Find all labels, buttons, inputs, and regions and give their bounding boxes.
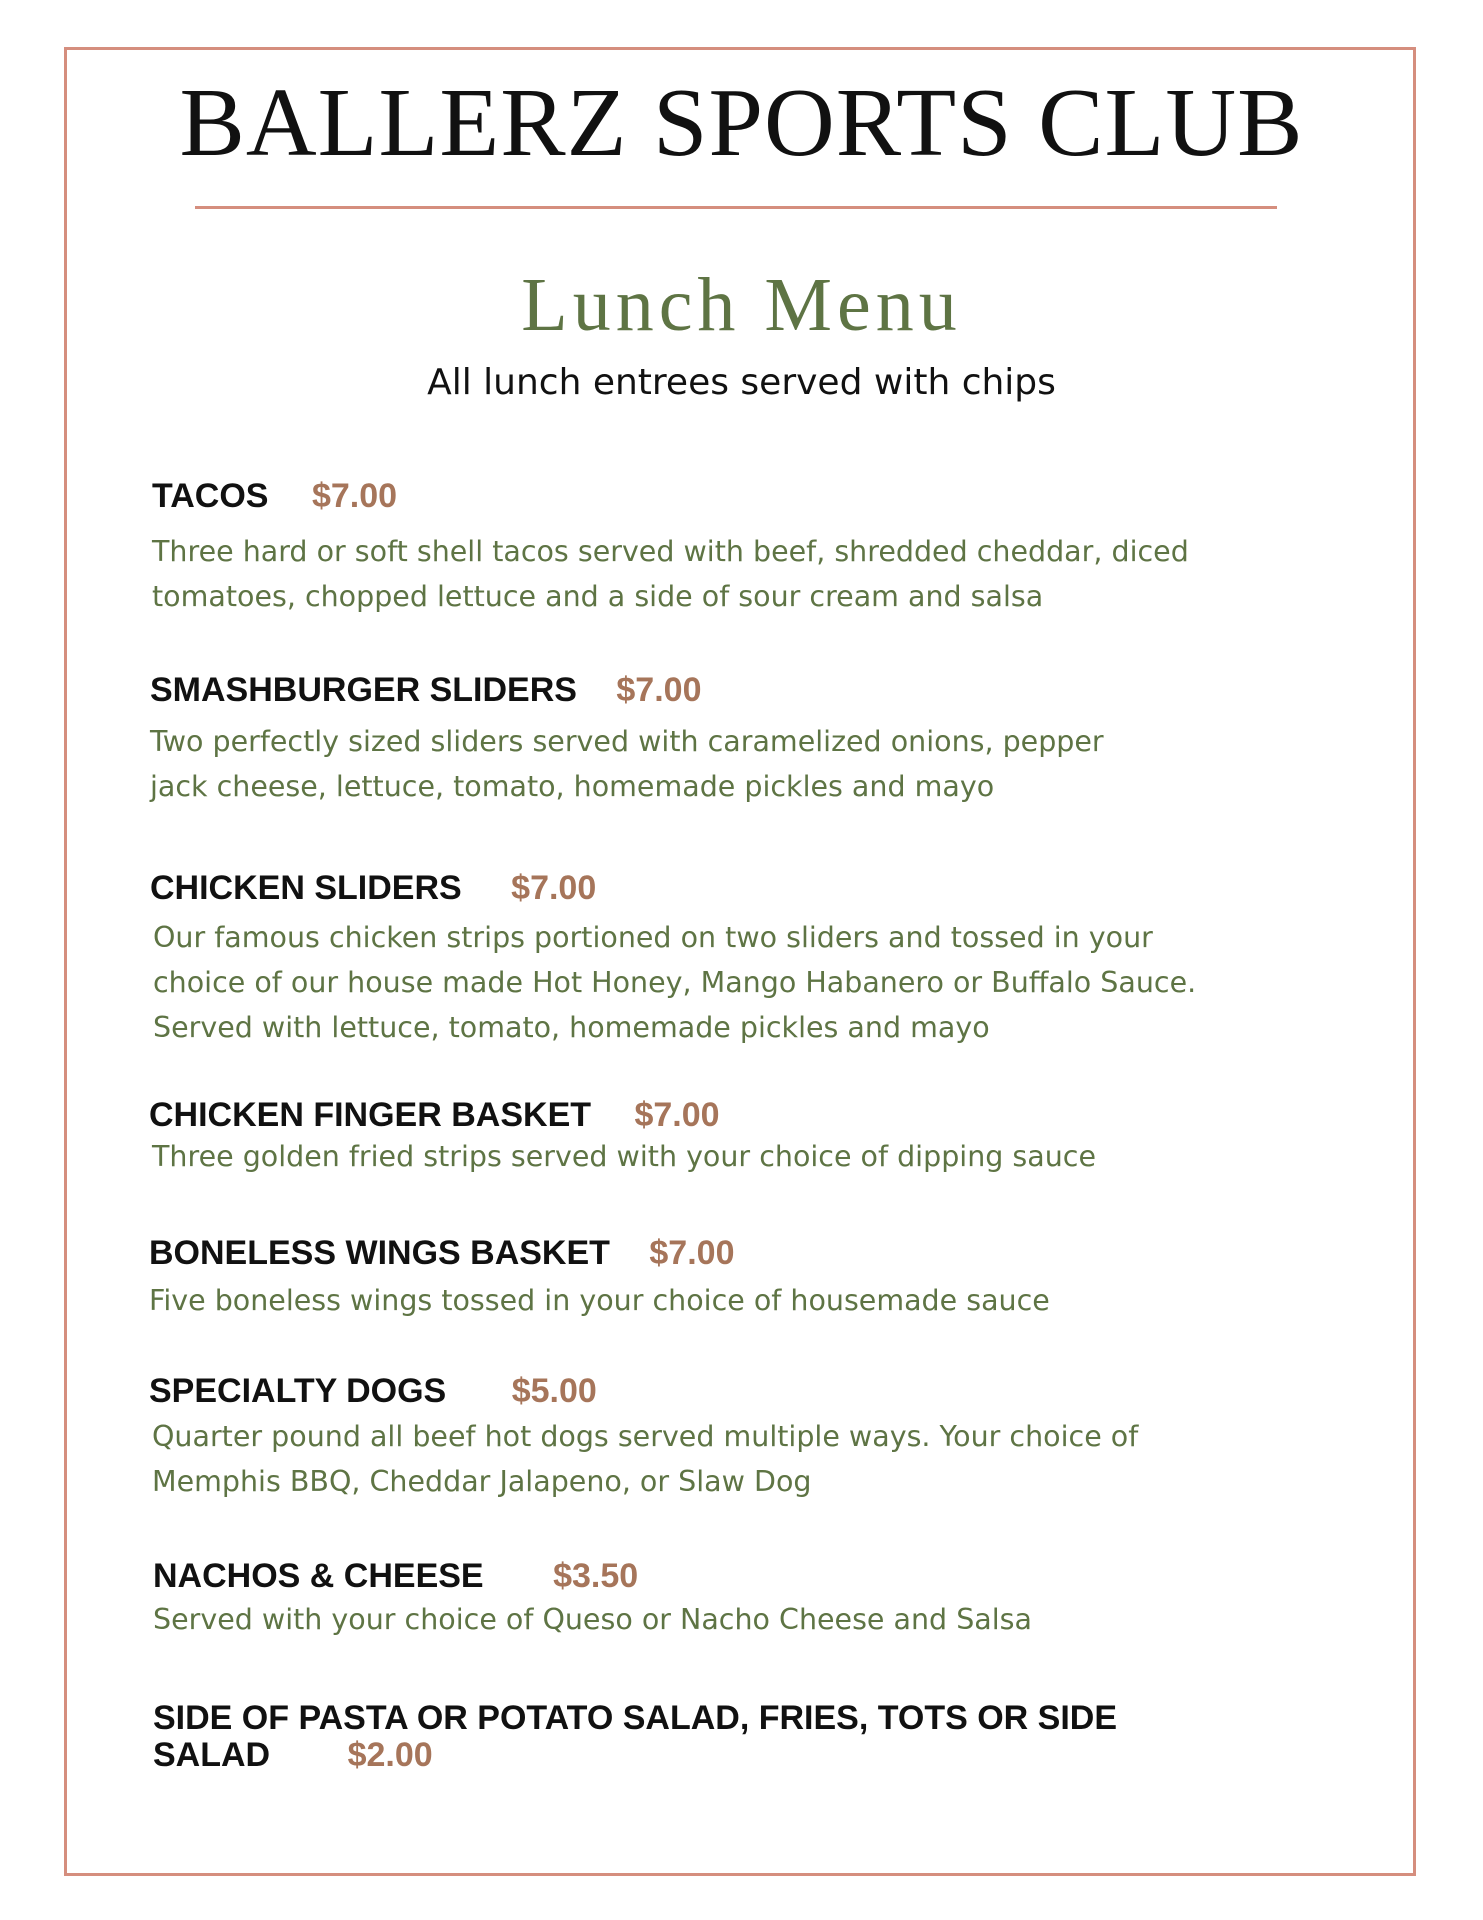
title-divider bbox=[195, 206, 1277, 209]
item-name: BONELESS WINGS BASKET bbox=[149, 1234, 610, 1272]
item-name: SMASHBURGER SLIDERS bbox=[150, 671, 577, 709]
menu-item-specialty-dogs bbox=[149, 1373, 1269, 1504]
item-name: SIDE OF PASTA OR POTATO SALAD, FRIES, TOTS OR SIDE SALAD bbox=[153, 1699, 1118, 1774]
item-name: SPECIALTY DOGS bbox=[149, 1372, 447, 1410]
menu-item-nachos-cheese bbox=[153, 1558, 1273, 1642]
item-description: Our famous chicken strips portioned on two sliders and tossed in your choice of our house made Hot Honey, Mango Habanero or Buffalo Sauce. Served with lettuce, tomato, homemade pickles and mayo bbox=[153, 921, 1197, 1045]
item-description: Three hard or soft shell tacos served with beef, shredded cheddar, diced tomatoes, chopped lettuce and a side of sour cream and salsa bbox=[152, 535, 1189, 614]
menu-subtitle: All lunch entrees served with chips bbox=[427, 362, 1056, 403]
item-description: Served with your choice of Queso or Nacho Cheese and Salsa bbox=[153, 1603, 1032, 1637]
item-price: $2.00 bbox=[347, 1736, 433, 1774]
item-description: Three golden fried strips served with your choice of dipping sauce bbox=[152, 1140, 1096, 1174]
item-name: CHICKEN SLIDERS bbox=[150, 869, 462, 907]
menu-item-smashburger-sliders bbox=[150, 672, 1270, 809]
menu-title: Lunch Menu bbox=[521, 263, 962, 347]
menu-border-bottom bbox=[64, 1873, 1416, 1876]
item-description: Two perfectly sized sliders served with caramelized onions, pepper jack cheese, lettuce, tomato, homemade pickles and mayo bbox=[150, 725, 1104, 804]
item-name: NACHOS & CHEESE bbox=[153, 1557, 484, 1595]
menu-item-boneless-wings-basket bbox=[149, 1235, 1269, 1323]
item-price: $7.00 bbox=[616, 671, 702, 709]
item-price: $7.00 bbox=[311, 477, 398, 515]
item-name: CHICKEN FINGER BASKET bbox=[149, 1096, 592, 1134]
menu-item-chicken-finger-basket bbox=[149, 1097, 1269, 1179]
menu-item-tacos bbox=[152, 478, 1272, 619]
item-price: $3.50 bbox=[553, 1557, 639, 1595]
item-price: $7.00 bbox=[634, 1096, 720, 1134]
item-price: $5.00 bbox=[511, 1372, 597, 1410]
club-name: BALLERZ SPORTS CLUB bbox=[179, 69, 1304, 177]
item-name: TACOS bbox=[152, 477, 269, 515]
item-price: $7.00 bbox=[511, 869, 597, 907]
menu-item-sides bbox=[153, 1700, 1153, 1774]
item-description: Five boneless wings tossed in your choice of housemade sauce bbox=[149, 1284, 1050, 1318]
item-price: $7.00 bbox=[649, 1234, 735, 1272]
item-description: Quarter pound all beef hot dogs served multiple ways. Your choice of Memphis BBQ, Cheddar Jalapeno, or Slaw Dog bbox=[152, 1420, 1139, 1499]
menu-item-chicken-sliders bbox=[150, 870, 1270, 1050]
